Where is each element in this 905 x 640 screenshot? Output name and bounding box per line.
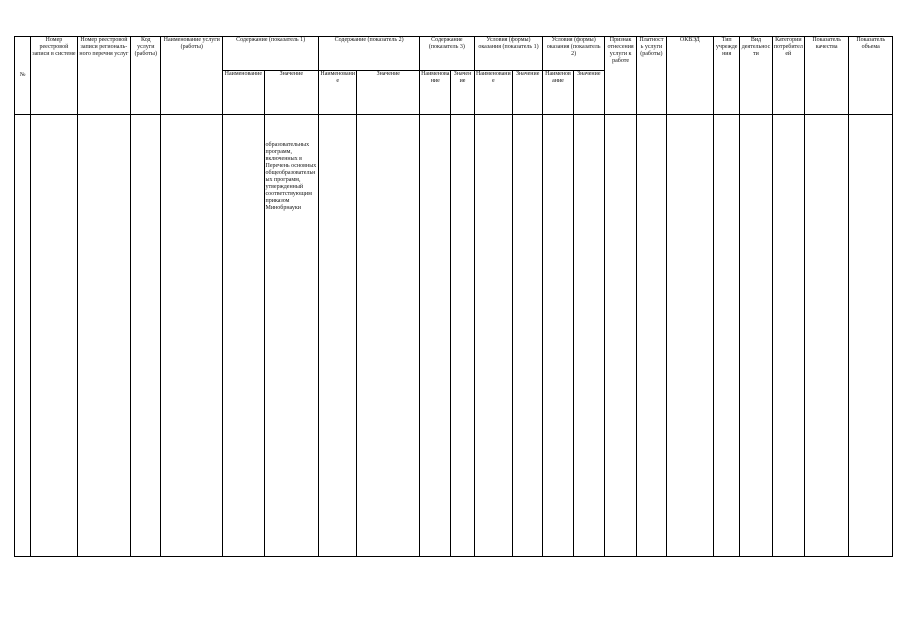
subheader-conditions-2-value: Значение (573, 71, 604, 115)
subheader-content-3-value: Значение (451, 71, 474, 115)
cell-category (772, 115, 804, 557)
header-registry-subject-number: Номер реестровой записи региональ-ного перечня услуг (77, 37, 131, 115)
subheader-content-3-name: Наименование (420, 71, 451, 115)
header-payment: Платность услуги (работы) (637, 37, 666, 115)
subheader-conditions-1-value: Значение (513, 71, 543, 115)
cell-payment (637, 115, 666, 557)
cell-conditions-1-value (513, 115, 543, 557)
cell-registry-number (31, 115, 77, 557)
header-category: Категории потребителей (772, 37, 804, 115)
header-conditions-2: Условия (формы) оказания (показатель 2) (543, 37, 605, 71)
header-okved: ОКВЭД (666, 37, 713, 115)
table-row (15, 115, 893, 557)
cell-conditions-2-value (573, 115, 604, 557)
cell-sign (604, 115, 636, 557)
cell-volume-indicators (849, 115, 893, 557)
header-conditions-1: Условия (формы) оказания (показатель 1) (474, 37, 543, 71)
cell-content-1-value: образовательных программ, включенных в Перечень основных общеобразовательных программ, утвержденный соответствующим приказом Минобрнауки (264, 115, 319, 557)
cell-service-name (161, 115, 223, 557)
header-activity-type: Вид деятельности (740, 37, 772, 115)
subheader-content-1-value: Значение (264, 71, 319, 115)
subheader-content-2-name: Наименование (319, 71, 357, 115)
cell-content-3-name (420, 115, 451, 557)
registry-table (14, 36, 893, 557)
header-volume-indicators: Показатель объема (849, 37, 893, 115)
header-content-2: Содержание (показатель 2) (319, 37, 420, 71)
subheader-content-2-value: Значение (357, 71, 420, 115)
header-registry-number: Номер реестровой записи в системе (31, 37, 77, 115)
cell-num (15, 115, 31, 557)
subheader-conditions-1-name: Наименование (474, 71, 512, 115)
cell-quality-indicators (804, 115, 848, 557)
header-quality-indicators: Показатель качества (804, 37, 848, 115)
subheader-conditions-2-name: Наименование (543, 71, 573, 115)
cell-content-2-value (357, 115, 420, 557)
header-num: № (15, 37, 31, 115)
cell-registry-subject-number (77, 115, 131, 557)
header-content-1: Содержание (показатель 1) (223, 37, 319, 71)
subheader-content-1-name: Наименование (223, 71, 264, 115)
cell-content-3-value (451, 115, 474, 557)
header-sign: Признак отнесения услуги к работе (604, 37, 636, 115)
cell-activity-type (740, 115, 772, 557)
header-service-name: Наименование услуги (работы) (161, 37, 223, 115)
cell-content-2-name (319, 115, 357, 557)
cell-conditions-1-name (474, 115, 512, 557)
cell-content-1-name (223, 115, 264, 557)
header-content-3: Содержание (показатель 3) (420, 37, 475, 71)
header-service-code: Код услуги (работы) (131, 37, 161, 115)
cell-conditions-2-name (543, 115, 573, 557)
cell-institution-type (714, 115, 740, 557)
cell-service-code (131, 115, 161, 557)
header-institution-type: Тип учреждения (714, 37, 740, 115)
cell-okved (666, 115, 713, 557)
